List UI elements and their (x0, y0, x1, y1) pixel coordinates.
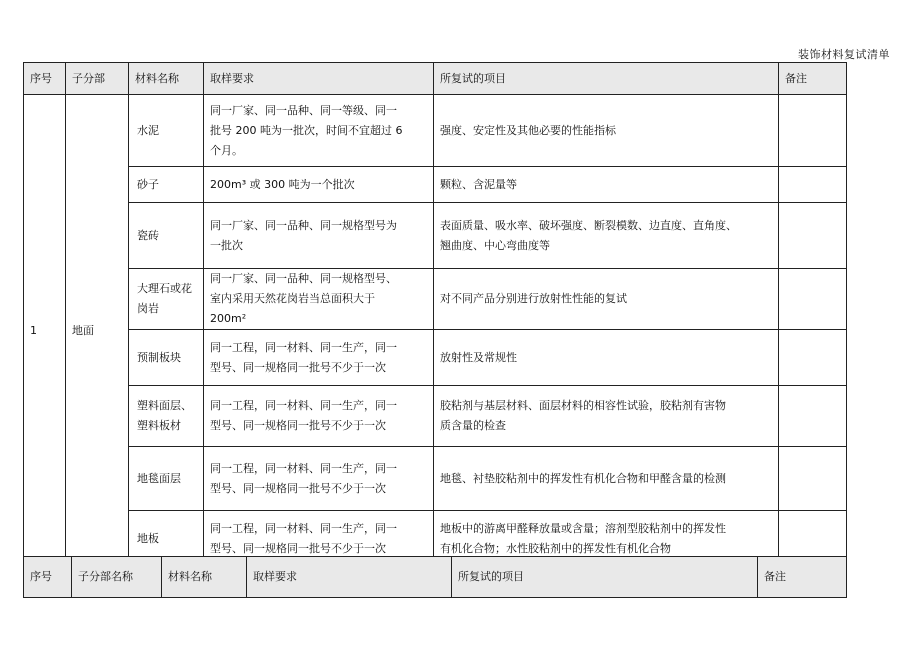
test-items: 对不同产品分别进行放射性性能的复试 (434, 269, 779, 330)
material-name: 地板 (129, 511, 204, 567)
header-items: 所复试的项目 (434, 63, 779, 95)
table-row (24, 447, 847, 511)
table-row (24, 330, 847, 386)
group-seq: 1 (24, 95, 66, 567)
footer-header-remark: 备注 (758, 557, 847, 598)
sampling-requirement: 同一工程，同一材料、同一生产，同一 型号、同一规格同一批号不少于一次 (204, 447, 434, 511)
header-name: 材料名称 (129, 63, 204, 95)
footer-header-req: 取样要求 (247, 557, 452, 598)
group-sub: 地面 (66, 95, 129, 567)
test-items: 强度、安定性及其他必要的性能指标 (434, 95, 779, 167)
test-items: 地毯、衬垫胶粘剂中的挥发性有机化合物和甲醛含量的检测 (434, 447, 779, 511)
repeated-header-row (24, 557, 847, 598)
table-row (24, 386, 847, 447)
table-row (24, 167, 847, 203)
header-sub: 子分部 (66, 63, 129, 95)
material-name: 大理石或花 岗岩 (129, 269, 204, 330)
remark (779, 330, 847, 386)
sampling-requirement: 同一工程，同一材料、同一生产，同一 型号、同一规格同一批号不少于一次 (204, 511, 434, 567)
table-row (24, 95, 847, 167)
footer-header-seq: 序号 (24, 557, 72, 598)
material-name: 瓷砖 (129, 203, 204, 269)
material-name: 预制板块 (129, 330, 204, 386)
remark (779, 269, 847, 330)
document-title: 装饰材料复试清单 (798, 48, 890, 61)
material-name: 水泥 (129, 95, 204, 167)
test-items: 地板中的游离甲醛释放量或含量；溶剂型胶粘剂中的挥发性 有机化合物；水性胶粘剂中的挥发性有机化合物 (434, 511, 779, 567)
test-items: 放射性及常规性 (434, 330, 779, 386)
table-row (24, 269, 847, 330)
footer-header-sub: 子分部名称 (72, 557, 162, 598)
material-name: 地毯面层 (129, 447, 204, 511)
sampling-requirement: 同一工程，同一材料、同一生产，同一 型号、同一规格同一批号不少于一次 (204, 330, 434, 386)
remark (779, 203, 847, 269)
header-req: 取样要求 (204, 63, 434, 95)
sampling-requirement: 同一工程，同一材料、同一生产，同一 型号、同一规格同一批号不少于一次 (204, 386, 434, 447)
test-items: 表面质量、吸水率、破坏强度、断裂模数、边直度、直角度、 翘曲度、中心弯曲度等 (434, 203, 779, 269)
footer-header-name: 材料名称 (162, 557, 247, 598)
materials-table (23, 62, 847, 567)
remark (779, 447, 847, 511)
sampling-requirement: 同一厂家、同一品种、同一规格型号为 一批次 (204, 203, 434, 269)
test-items: 胶粘剂与基层材料、面层材料的相容性试验，胶粘剂有害物 质含量的检查 (434, 386, 779, 447)
remark (779, 167, 847, 203)
table-row (24, 203, 847, 269)
test-items: 颗粒、含泥量等 (434, 167, 779, 203)
sampling-requirement: 同一厂家、同一品种、同一等级、同一 批号 200 吨为一批次，时间不宜超过 6 个月。 (204, 95, 434, 167)
sampling-requirement: 同一厂家、同一品种、同一规格型号、 室内采用天然花岗岩当总面积大于 200m² (204, 269, 434, 330)
sampling-requirement: 200m³ 或 300 吨为一个批次 (204, 167, 434, 203)
repeated-header-table (23, 556, 847, 598)
remark (779, 386, 847, 447)
material-name: 塑料面层、 塑料板材 (129, 386, 204, 447)
remark (779, 95, 847, 167)
header-remark: 备注 (779, 63, 847, 95)
header-seq: 序号 (24, 63, 66, 95)
material-name: 砂子 (129, 167, 204, 203)
header-row (24, 63, 847, 95)
footer-header-items: 所复试的项目 (452, 557, 758, 598)
